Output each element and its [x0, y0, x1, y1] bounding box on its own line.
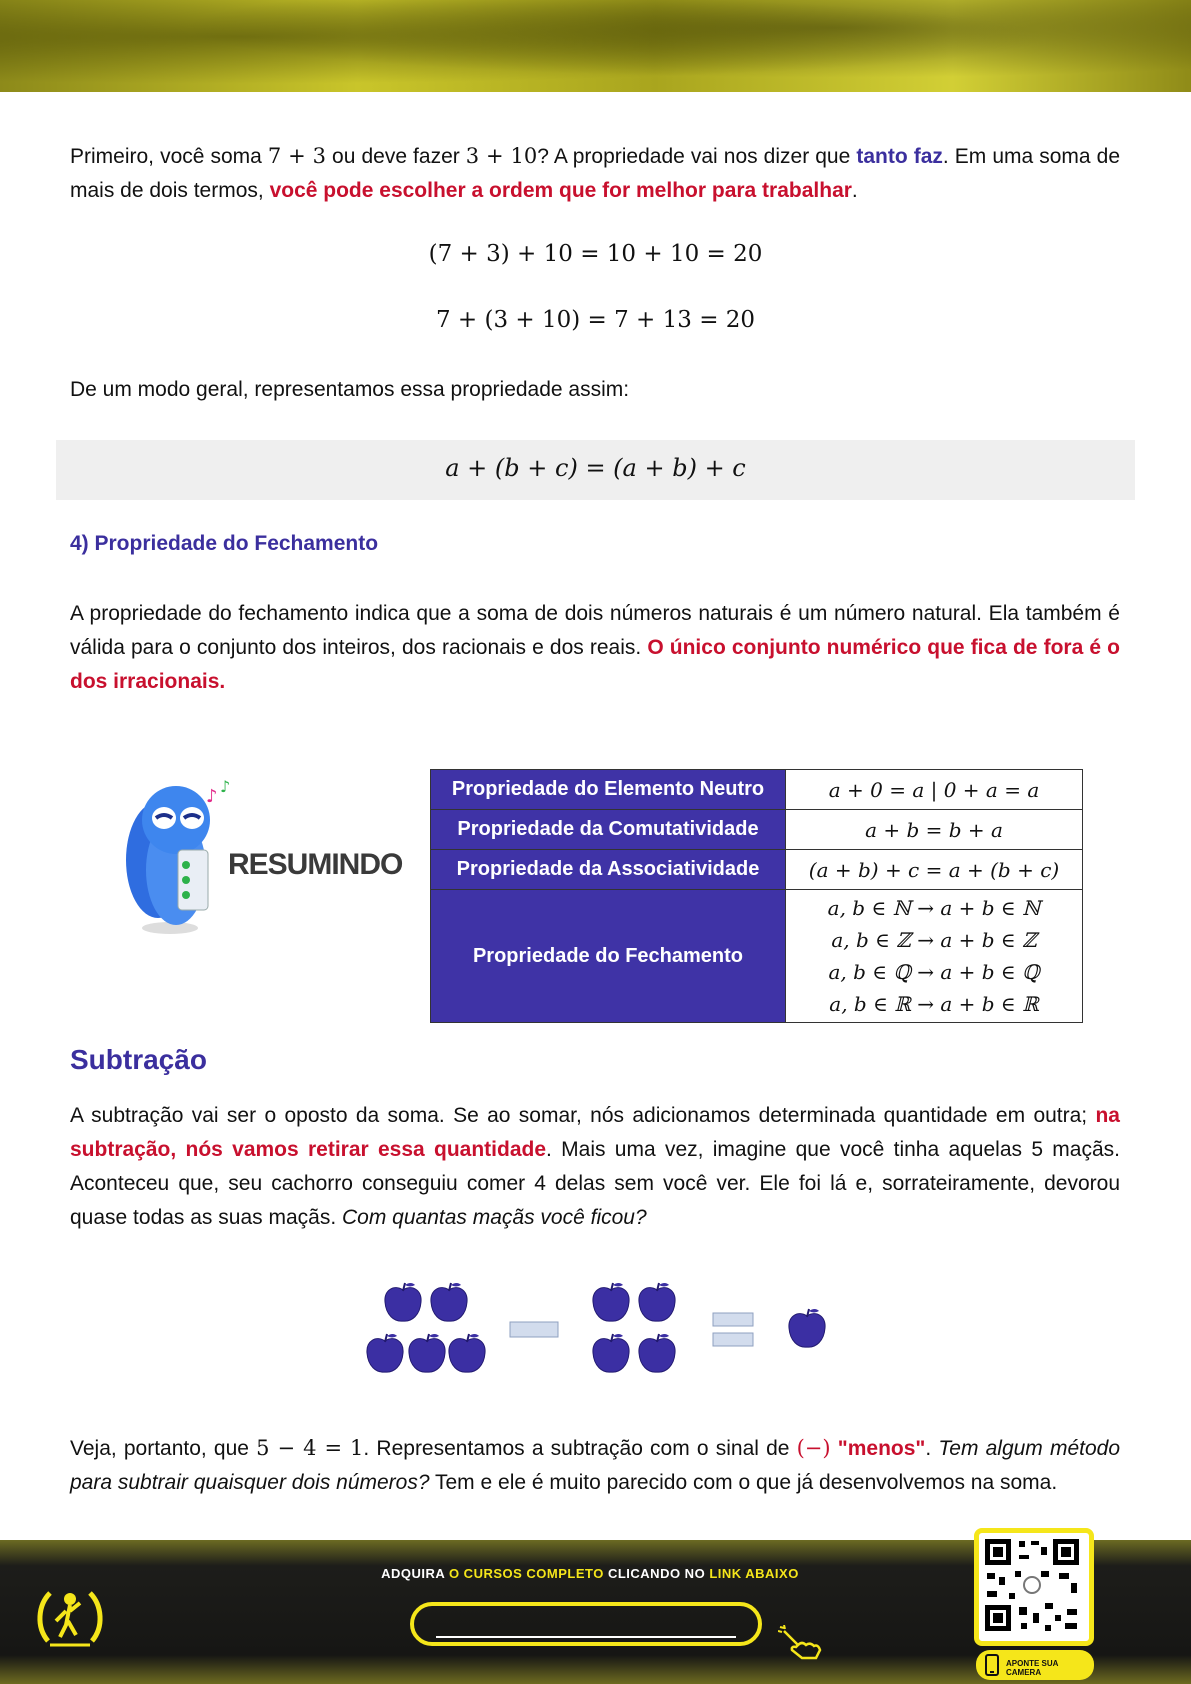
property-formula: a + b = b + a [786, 810, 1083, 850]
property-name: Propriedade da Associatividade [431, 850, 786, 890]
laurel-logo-icon [34, 1581, 106, 1653]
course-link-button[interactable] [410, 1602, 762, 1646]
emphasis-text: na subtração, nós vamos retirar essa quantidade [70, 1104, 1120, 1161]
paragraph-associativity-intro [70, 139, 1120, 208]
inline-math: 7 + 3 [267, 144, 326, 168]
property-name: Propriedade da Comutatividade [431, 810, 786, 850]
apples-subtraction-illustration [360, 1278, 840, 1383]
equation-2: 7 + (3 + 10) = 7 + 13 = 20 [435, 307, 756, 333]
section-title-subtraction: Subtração [70, 1044, 207, 1075]
text: . Em uma soma de mais de dois termos, [70, 145, 1121, 202]
camera-hint-badge [976, 1650, 1094, 1680]
apple-icon [431, 1283, 467, 1321]
inline-math: 5 − 4 = 1 [256, 1436, 364, 1460]
text: . Representamos a subtração com o sinal de [363, 1437, 797, 1460]
text: A subtração vai ser o oposto da soma. Se ao somar, nós adicionamos determinada quantidade em outra; [70, 1104, 1096, 1127]
text: . Mais uma vez, imagine que você tinha aquelas 5 maçãs. Aconteceu que, seu cachorro conseguiu comer 4 delas sem você ver. Ele foi lá e, sorrateiramente, devorou quase todas as suas maçãs. [70, 1138, 1120, 1229]
text: ou deve fazer [326, 145, 466, 168]
closure-line: a, b ∈ ℕ → a + b ∈ ℕ [827, 896, 1041, 920]
resumindo-label: RESUMINDO [228, 848, 403, 881]
general-equation: a + (b + c) = (a + b) + c [445, 454, 746, 482]
emphasis-text: O único conjunto numérico que fica de fora é o dos irracionais. [70, 636, 1120, 693]
camera-hint-label: APONTE SUA CAMERA [1006, 1659, 1059, 1677]
svg-text:♪: ♪ [206, 786, 218, 807]
qr-code-icon [979, 1533, 1085, 1637]
qr-code[interactable] [974, 1528, 1094, 1646]
header-banner [0, 0, 1191, 92]
equation-1: (7 + 3) + 10 = 10 + 10 = 20 [428, 241, 763, 267]
closure-line: a, b ∈ ℤ → a + b ∈ ℤ [831, 928, 1037, 952]
paragraph-subtraction-sign [70, 1431, 1120, 1500]
cta-word: CLICANDO NO [607, 1566, 706, 1581]
minus-symbol: (−) [796, 1436, 831, 1460]
apples-diagram [360, 1278, 840, 1383]
apple-icon [385, 1283, 421, 1321]
apple-icon [409, 1334, 445, 1372]
cta-word: ADQUIRA [381, 1566, 445, 1581]
apple-icon [639, 1283, 675, 1321]
inline-math: 3 + 10 [465, 144, 538, 168]
text: Veja, portanto, que [70, 1437, 257, 1460]
text: . [851, 179, 858, 202]
equals-sign-icon [713, 1313, 753, 1326]
apple-icon [593, 1334, 629, 1372]
apple-icon [367, 1334, 403, 1372]
section-title-closure: 4) Propriedade do Fechamento [70, 532, 379, 555]
property-name: Propriedade do Elemento Neutro [431, 770, 786, 810]
text: Primeiro, você soma [70, 145, 268, 168]
table-row [431, 770, 1083, 810]
highlight-text: tanto faz [856, 145, 943, 168]
text: A propriedade do fechamento indica que a soma de dois números naturais é um número natural. Ela também é válida para o conjunto dos inteiros, dos racionais e dos reais. [70, 602, 1120, 659]
text: ? A propriedade vai nos dizer que [537, 145, 857, 168]
apple-icon [593, 1283, 629, 1321]
paragraph-general: De um modo geral, representamos essa propriedade assim: [70, 378, 630, 401]
apple-icon [449, 1334, 485, 1372]
italic-question: Tem algum método para subtrair quaisquer dois números? [70, 1437, 1120, 1494]
minus-sign-icon [510, 1322, 558, 1337]
emphasis-text: você pode escolher a ordem que for melhor para trabalhar [269, 179, 852, 202]
apple-icon [639, 1334, 675, 1372]
closure-line: a, b ∈ ℚ → a + b ∈ ℚ [828, 960, 1040, 984]
cta-word: LINK ABAIXO [709, 1566, 799, 1581]
italic-question: Com quantas maçãs você ficou? [342, 1206, 647, 1229]
table-row [431, 850, 1083, 890]
text: . [925, 1437, 939, 1460]
closure-line: a, b ∈ ℝ → a + b ∈ ℝ [829, 992, 1039, 1016]
property-name: Propriedade do Fechamento [431, 890, 786, 1023]
property-formula: (a + b) + c = a + (b + c) [786, 850, 1083, 890]
emphasis-text: "menos" [830, 1437, 926, 1460]
svg-text:♪: ♪ [220, 780, 231, 796]
paragraph-closure [70, 597, 1120, 699]
link-underline [436, 1636, 736, 1638]
apple-icon [789, 1309, 825, 1347]
phone-icon [984, 1654, 1000, 1676]
property-formula: a + 0 = a | 0 + a = a [786, 770, 1083, 810]
closure-formulas [786, 890, 1083, 1023]
table-row [431, 890, 1083, 1023]
properties-summary-table [430, 769, 1083, 1023]
footer-cta-text [300, 1566, 880, 1581]
pointing-hand-icon [778, 1625, 824, 1661]
equals-sign-icon [713, 1333, 753, 1346]
table-row [431, 810, 1083, 850]
resumindo-illustration [118, 780, 403, 940]
paragraph-subtraction [70, 1099, 1120, 1235]
cta-word: O CURSOS COMPLETO [448, 1566, 604, 1581]
text: Tem e ele é muito parecido com o que já desenvolvemos na soma. [429, 1471, 1058, 1494]
